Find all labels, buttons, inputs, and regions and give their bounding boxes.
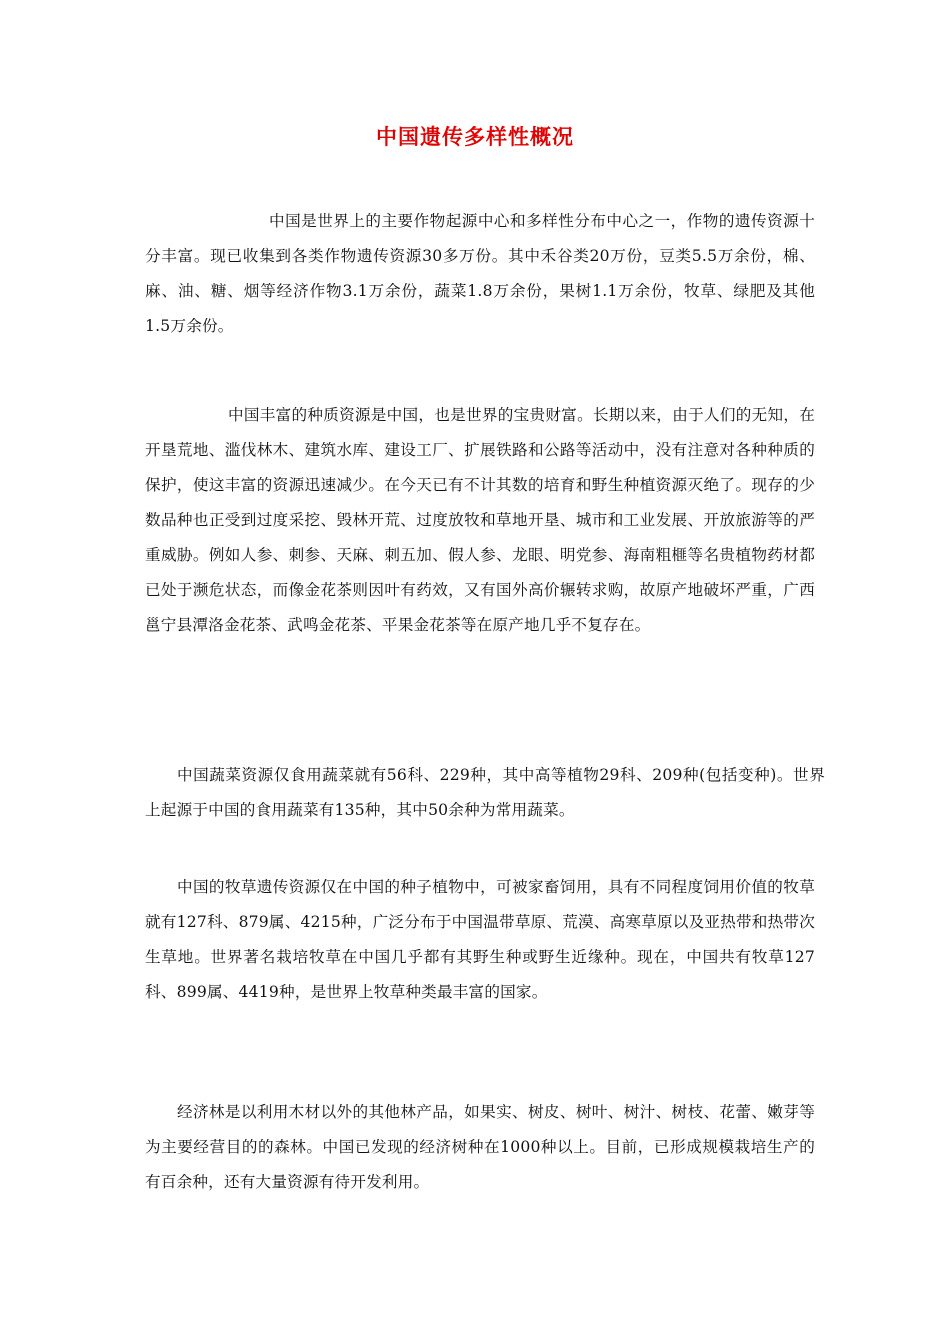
paragraph-vegetable-resources: 中国蔬菜资源仅食用蔬菜就有56科、229种，其中高等植物29科、209种(包括变种)。世界上起源于中国的食用蔬菜有135种，其中50余种为常用蔬菜。 [145,766,825,819]
paragraph-forage-resources: 中国的牧草遗传资源仅在中国的种子植物中，可被家畜饲用，具有不同程度饲用价值的牧草就有127科、879属、4215种，广泛分布于中国温带草原、荒漠、高寒草原以及亚热带和热带次生草地。世界著名栽培牧草在中国几乎都有其野生种或野生近缘种。现在，中国共有牧草127科、899属、4419种，是世界上牧草种类最丰富的国家。 [145,878,815,1001]
paragraph-germplasm-threats: 中国丰富的种质资源是中国，也是世界的宝贵财富。长期以来，由于人们的无知，在开垦荒地、滥伐林木、建筑水库、建设工厂、扩展铁路和公路等活动中，没有注意对各种种质的保护，使这丰富的资源迅速减少。在今天已有不计其数的培育和野生种植资源灭绝了。现存的少数品种也正受到过度采挖、毁林开荒、过度放牧和草地开垦、城市和工业发展、开放旅游等的严重威胁。例如人参、刺参、天麻、刺五加、假人参、龙眼、明党参、海南粗榧等名贵植物药材都已处于濒危状态，而像金花茶则因叶有药效，又有国外高价辗转求购，故原产地破坏严重，广西邕宁县潭洛金花茶、武鸣金花茶、平果金花茶等在原产地几乎不复存在。 [145,406,815,634]
paragraph-economic-forest: 经济林是以利用木材以外的其他林产品，如果实、树皮、树叶、树汁、树枝、花蕾、嫩芽等为主要经营目的的森林。中国已发现的经济树种在1000种以上。目前，已形成规模栽培生产的有百余种，还有大量资源有待开发利用。 [145,1103,815,1191]
document-title: 中国遗传多样性概况 [376,125,574,149]
paragraph-crop-genetic-resources: 中国是世界上的主要作物起源中心和多样性分布中心之一，作物的遗传资源十分丰富。现已收集到各类作物遗传资源30多万份。其中禾谷类20万份，豆类5.5万余份，棉、麻、油、糖、烟等经济作物3.1万余份，蔬菜1.8万余份，果树1.1万余份，牧草、绿肥及其他1.5万余份。 [145,212,815,335]
